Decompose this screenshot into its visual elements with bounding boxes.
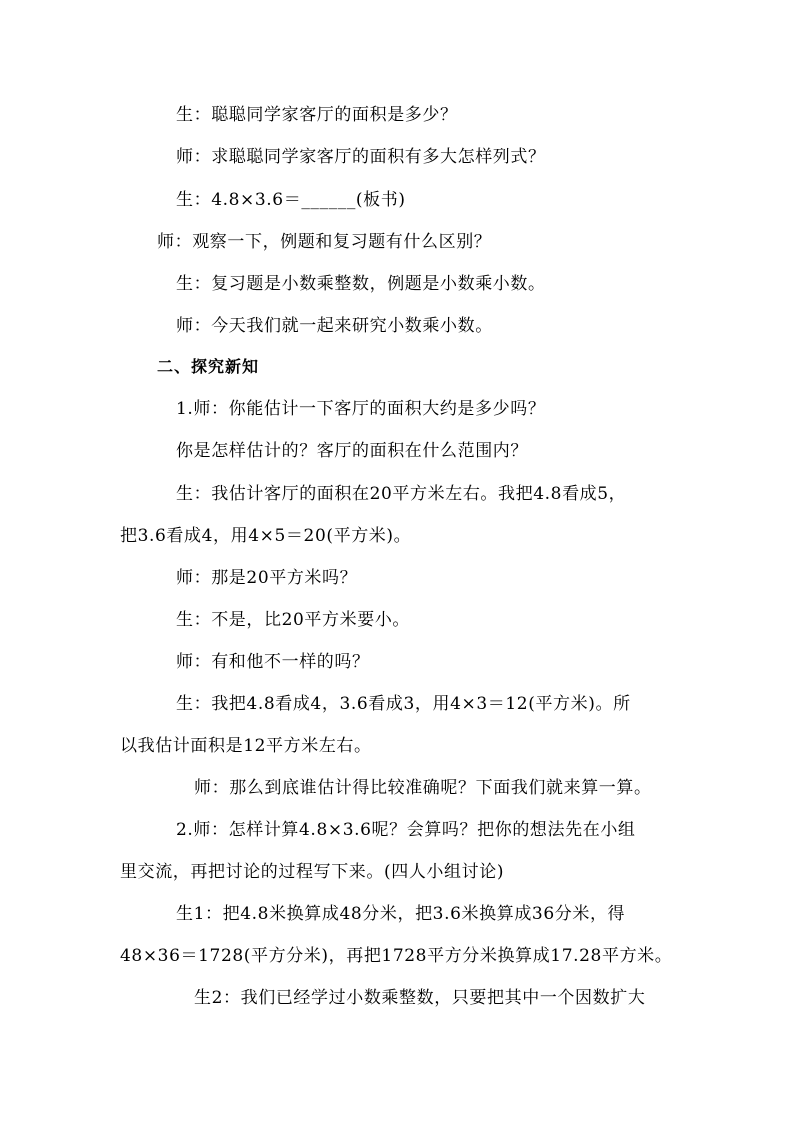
dialogue-line-teacher-other: 师：有和他不一样的吗？ (176, 652, 370, 672)
section-heading: 二、探究新知 (157, 357, 260, 376)
dialogue-line-student-estimate-2-cont: 以我估计面积是12平方米左右。 (120, 736, 372, 756)
dialogue-line-teacher-estimate: 1.师：你能估计一下客厅的面积大约是多少吗？ (176, 399, 546, 419)
dialogue-line-student-difference: 生：复习题是小数乘整数，例题是小数乘小数。 (176, 274, 546, 294)
dialogue-line-student-question: 生：聪聪同学家客厅的面积是多少？ (176, 105, 458, 125)
dialogue-line-teacher-topic: 师：今天我们就一起来研究小数乘小数。 (176, 316, 493, 336)
dialogue-line-student-formula: 生：4.8×3.6＝______(板书) (176, 190, 406, 210)
dialogue-line-estimate-range: 你是怎样估计的？客厅的面积在什么范围内？ (176, 441, 528, 461)
dialogue-line-student-estimate-1-cont: 把3.6看成4，用4×5＝20(平方米)。 (120, 526, 412, 546)
dialogue-line-teacher-how: 2.师：怎样计算4.8×3.6呢？会算吗？把你的想法先在小组 (176, 820, 636, 840)
dialogue-line-student-estimate-1: 生：我估计客厅的面积在20平方米左右。我把4.8看成5， (176, 484, 627, 504)
dialogue-line-student2-method: 生2：我们已经学过小数乘整数，只要把其中一个因数扩大 (194, 988, 646, 1008)
dialogue-line-teacher-how-cont: 里交流，再把讨论的过程写下来。(四人小组讨论) (120, 862, 505, 882)
dialogue-line-student1-method: 生1：把4.8米换算成48分米，把3.6米换算成36分米，得 (176, 904, 626, 924)
dialogue-line-student-estimate-2: 生：我把4.8看成4，3.6看成3，用4×3＝12(平方米)。所 (176, 694, 631, 714)
dialogue-line-teacher-observe: 师：观察一下，例题和复习题有什么区别？ (157, 232, 492, 252)
dialogue-line-teacher-check: 师：那是20平方米吗？ (176, 568, 358, 588)
dialogue-line-student1-method-cont: 48×36＝1728(平方分米)，再把1728平方分米换算成17.28平方米。 (120, 946, 673, 966)
dialogue-line-student-smaller: 生：不是，比20平方米要小。 (176, 610, 411, 630)
dialogue-line-teacher-formula: 师：求聪聪同学家客厅的面积有多大怎样列式？ (176, 147, 546, 167)
dialogue-line-teacher-calculate: 师：那么到底谁估计得比较准确呢？下面我们就来算一算。 (194, 778, 652, 798)
